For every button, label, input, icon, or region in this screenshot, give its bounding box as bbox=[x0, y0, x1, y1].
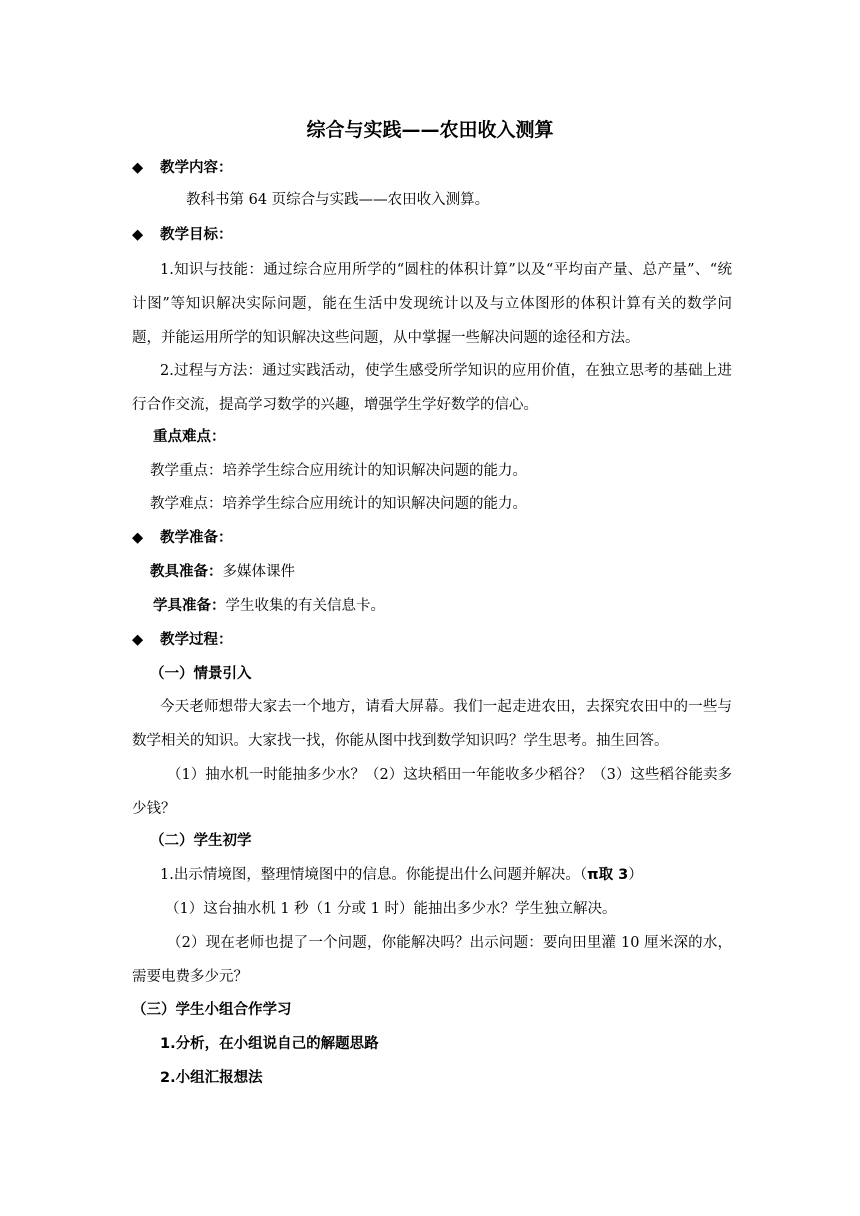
bullet-icon: ◆ bbox=[132, 530, 144, 546]
step1-questions: （1）抽水机一时能抽多少水？（2）这块稻田一年能收多少稻谷？（3）这些稻谷能卖多少钱？ bbox=[132, 767, 732, 817]
teacher-prep-text: 多媒体课件 bbox=[222, 564, 295, 580]
bullet-icon: ◆ bbox=[132, 227, 144, 243]
difficult-point-text: 教学难点：培养学生综合应用统计的知识解决问题的能力。 bbox=[150, 496, 527, 512]
step1-heading: （一）情景引入 bbox=[150, 666, 252, 682]
document-title: 综合与实践——农田收入测算 bbox=[306, 119, 554, 141]
step1-paragraph: 今天老师想带大家去一个地方，请看大屏幕。我们一起走进农田，去探究农田中的一些与数学相关的知识。大家找一找，你能从图中找到数学知识吗？学生思考。抽生回答。 bbox=[132, 699, 732, 749]
preparation-heading: ◆ 教学准备： bbox=[132, 530, 233, 546]
step2-question-2: （2）现在老师也提了一个问题，你能解决吗？出示问题：要向田里灌 10 厘米深的水，需要电费多少元？ bbox=[132, 935, 732, 985]
key-points-heading: 重点难点： bbox=[153, 429, 226, 445]
step3-heading: （三）学生小组合作学习 bbox=[132, 1002, 292, 1018]
step3-item-2: 2.小组汇报想法 bbox=[160, 1070, 263, 1086]
key-point-text: 教学重点：培养学生综合应用统计的知识解决问题的能力。 bbox=[150, 463, 527, 479]
goals-heading: ◆ 教学目标： bbox=[132, 227, 233, 243]
teacher-prep-label: 教具准备： bbox=[150, 564, 223, 580]
goal-2-paragraph: 2.过程与方法：通过实践活动，使学生感受所学知识的应用价值，在独立思考的基础上进行合作交流，提高学习数学的兴趣，增强学生学好数学的信心。 bbox=[132, 363, 732, 413]
step2-heading: （二）学生初学 bbox=[150, 833, 252, 849]
content-heading: ◆ 教学内容： bbox=[132, 160, 233, 176]
process-heading: ◆ 教学过程： bbox=[132, 632, 233, 648]
step2-question-1: （1）这台抽水机 1 秒（1 分或 1 时）能抽出多少水？学生独立解决。 bbox=[165, 901, 617, 917]
goal-1-paragraph: 1.知识与技能：通过综合应用所学的“圆柱的体积计算”以及“平均亩产量、总产量”、“统计图”等知识解决实际问题，能在生活中发现统计以及与立体图形的体积计算有关的数学问题，并能运用所学的知识解决这些问题，从中掌握一些解决问题的途径和方法。 bbox=[132, 262, 732, 346]
student-prep-text: 学生收集的有关信息卡。 bbox=[225, 598, 385, 614]
step2-line1: 1.出示情境图，整理情境图中的信息。你能提出什么问题并解决。（π取 3） bbox=[160, 867, 643, 883]
content-text: 教科书第 64 页综合与实践——农田收入测算。 bbox=[186, 192, 490, 208]
bullet-icon: ◆ bbox=[132, 632, 144, 648]
teacher-prep bbox=[150, 562, 295, 582]
student-prep-label: 学具准备： bbox=[153, 598, 226, 614]
step3-item-1: 1.分析，在小组说自己的解题思路 bbox=[160, 1036, 379, 1052]
bullet-icon: ◆ bbox=[132, 160, 144, 176]
student-prep bbox=[153, 596, 385, 616]
